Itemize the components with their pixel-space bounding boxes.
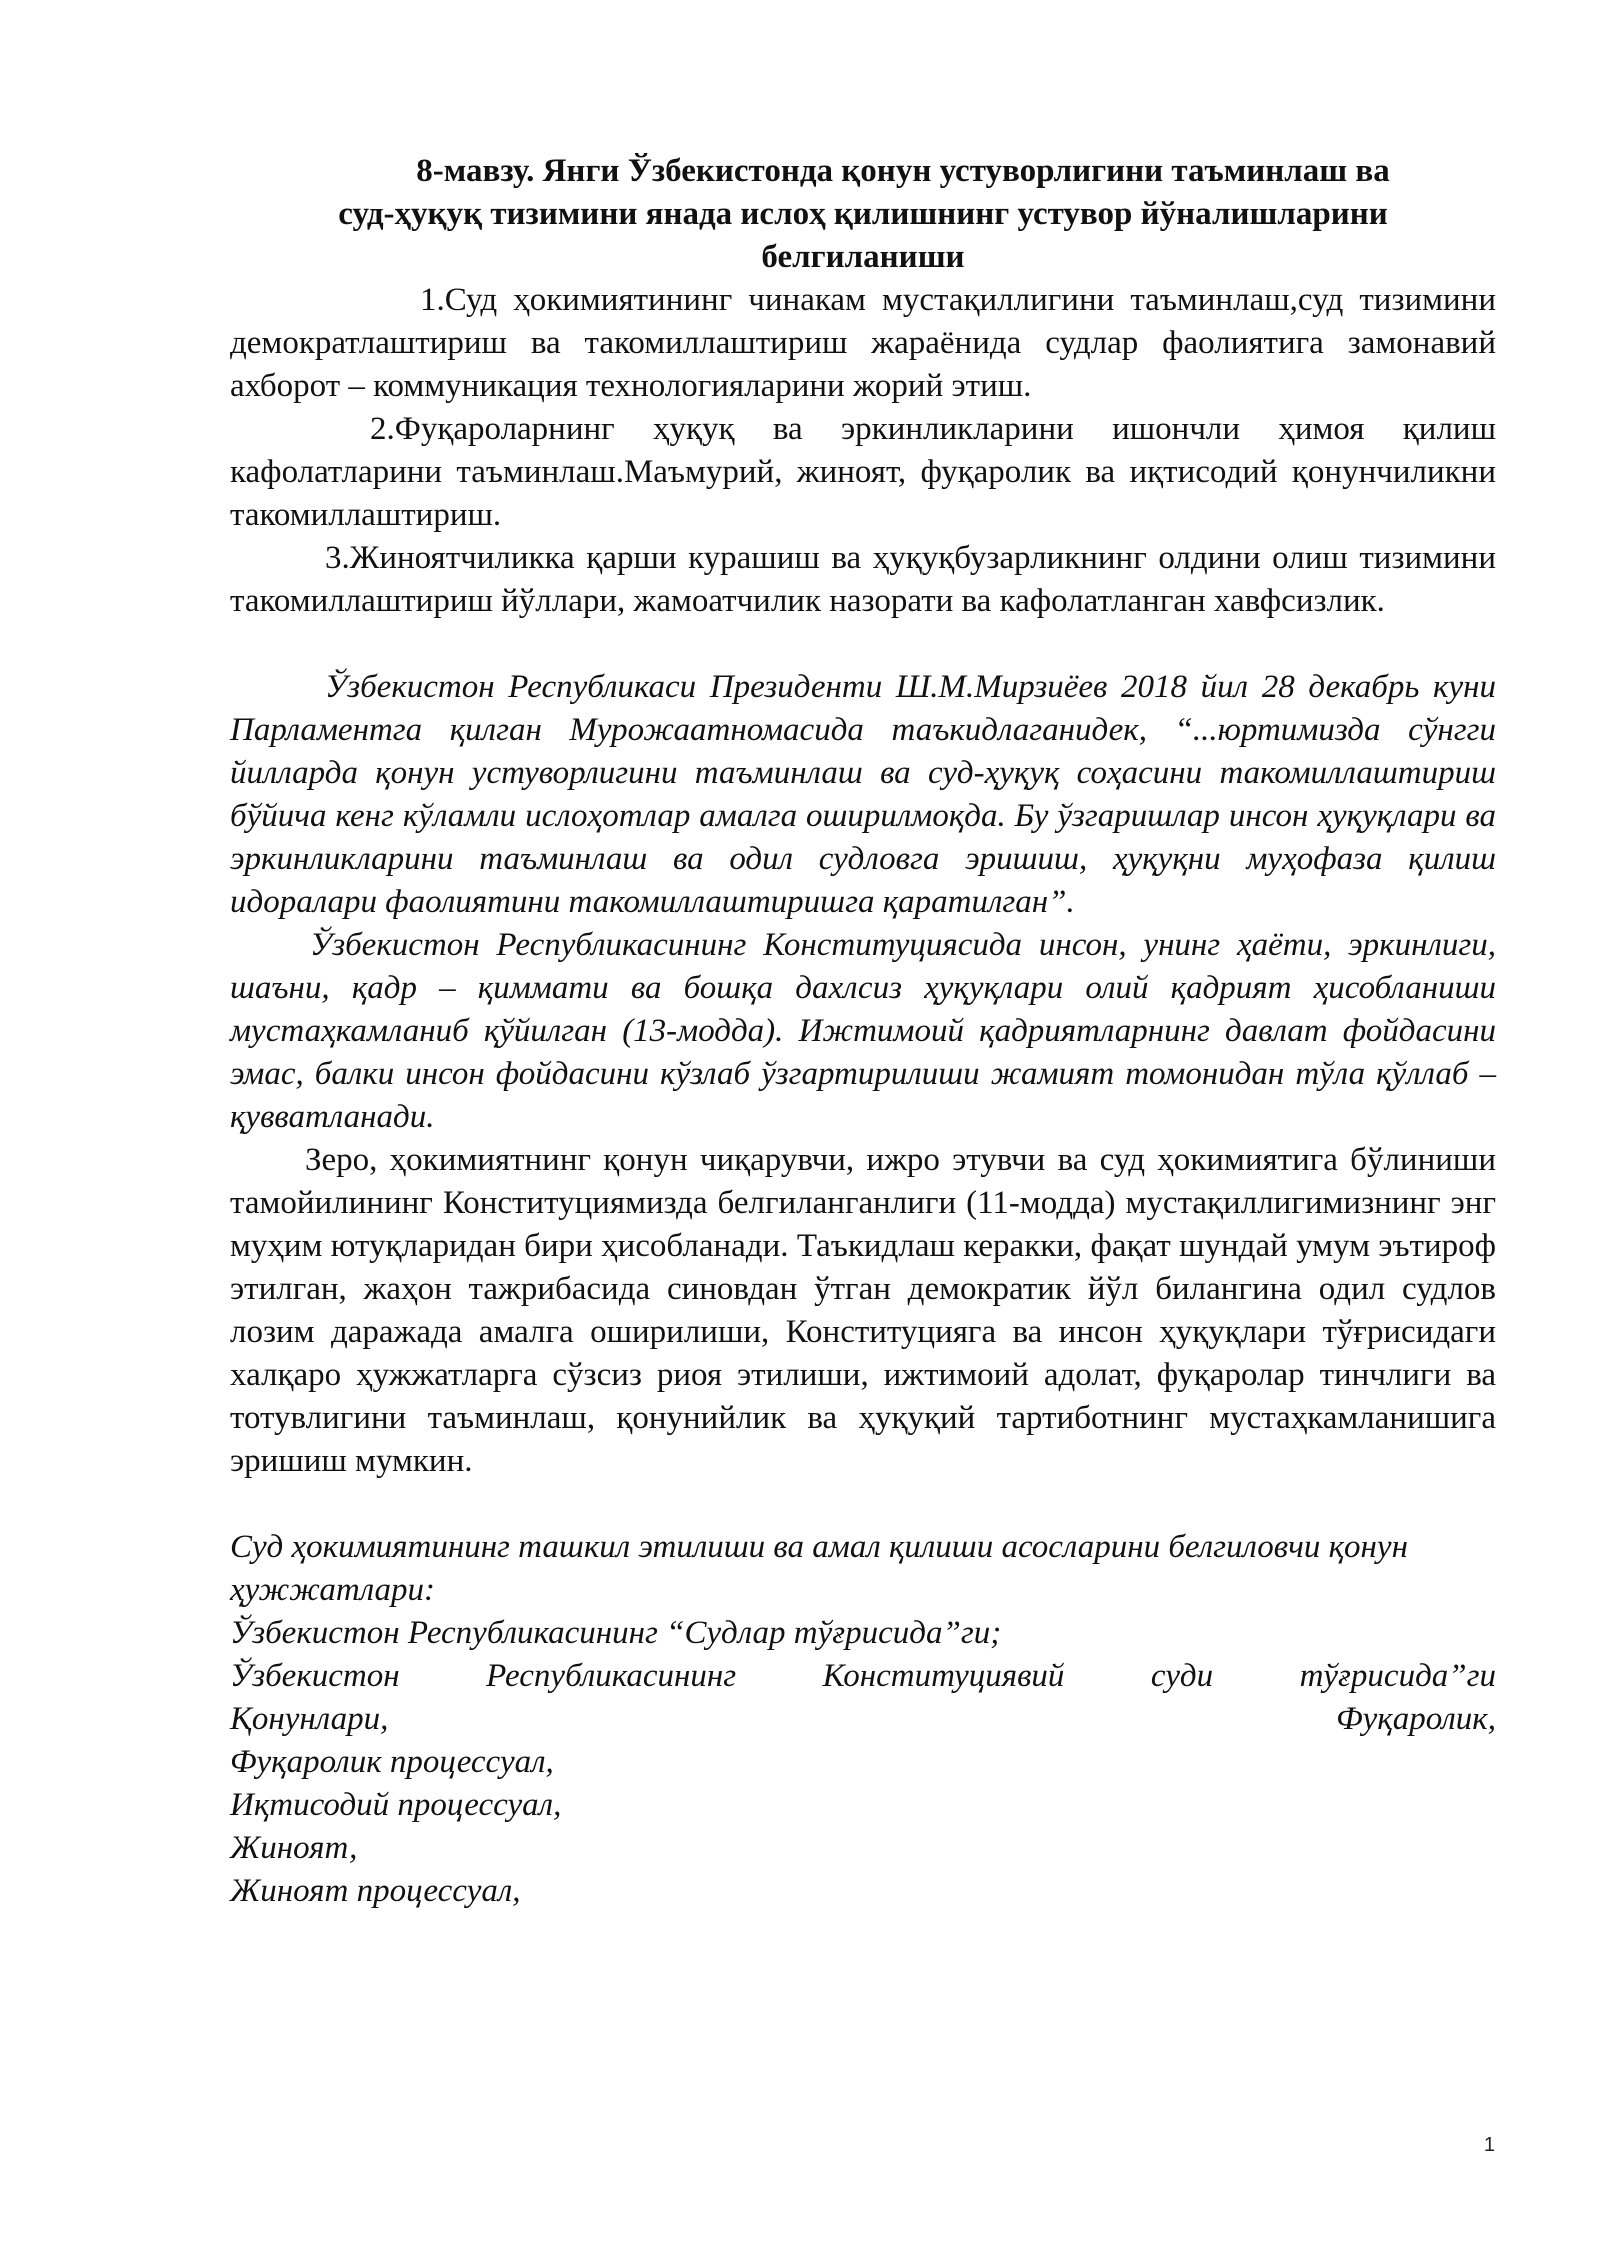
title-line-3: белгиланиши	[761, 239, 965, 275]
law-constitutional-court: Ўзбекистон Республикасининг Конституциявий суди тўғрисида”ги	[230, 1658, 1496, 1694]
separation-of-powers-paragraph: Зеро, ҳокимиятнинг қонун чиқарувчи, ижро этувчи ва суд ҳокимиятига бўлиниши тамойилининг Конституциямизда белгиланганлиги (11-модда) мустақиллигимизнинг энг муҳим ютуқларидан бири ҳисобланади. Таъкидлаш керакки, фақат шундай умум эътироф этилган, жаҳон тажрибасида синовдан ўтган демократик йўл билангина одил судлов лозим даражада амалга оширилиши, Конституцияга ва инсон ҳуқуқлари тўғрисидаги халқаро ҳужжатларга сўзсиз риоя этилиши, ижтимоий адолат, фуқаролар тинчлиги ва тотувлигини таъминлаш, қонунийлик ва ҳуқуқий тартиботнинг мустаҳкамланишига эришиш мумкин.	[230, 1142, 1496, 1479]
page-number: 1	[1483, 2134, 1495, 2156]
laws-intro: Суд ҳокимиятининг ташкил этилиши ва амал қилиши асосларини белгиловчи қонун ҳужжатлари:	[230, 1529, 1408, 1608]
topic-item-2: 2.Фуқароларнинг ҳуқуқ ва эркинликларини ишончли ҳимоя қилиш кафолатларини таъминлаш.Маъмурий, жиноят, фуқаролик ва иқтисодий қонунчиликни такомиллаштириш.	[230, 411, 1496, 533]
laws-label-row	[230, 1698, 1496, 1741]
topic-item-3: 3.Жиноятчиликка қарши курашиш ва ҳуқуқбузарликнинг олдини олиш тизимини такомиллаштириш йўллари, жамоатчилик назорати ва кафолатланган хавфсизлик.	[230, 540, 1496, 619]
constitution-paragraph: Ўзбекистон Республикасининг Конституциясида инсон, унинг ҳаёти, эркинлиги, шаъни, қадр – қиммати ва бошқа дахлсиз ҳуқуқлари олий қадрият ҳисобланиши мустаҳкамланиб қўйилган (13-модда). Ижтимоий қадриятларнинг давлат фойдасини эмас, балки инсон фойдасини кўзлаб ўзгартирилиши жамият томонидан тўла қўллаб – қувватланади.	[230, 927, 1496, 1135]
document-title	[230, 150, 1496, 279]
law-criminal: Жиноят,	[230, 1830, 358, 1866]
paragraph-spacer	[230, 1483, 1496, 1526]
law-criminal-procedural: Жиноят процессуал,	[230, 1873, 521, 1909]
law-civil: Фуқаролик,	[1336, 1701, 1496, 1737]
law-courts: Ўзбекистон Республикасининг “Судлар тўғрисида”ги;	[230, 1615, 1002, 1651]
laws-label: Қонунлари,	[230, 1701, 389, 1737]
president-quote-paragraph: Ўзбекистон Республикаси Президенти Ш.М.Мирзиёев 2018 йил 28 декабрь куни Парламентга қилган Мурожаатномасида таъкидлаганидек, “...юртимизда сўнгги йилларда қонун устуворлигини таъминлаш ва суд-ҳуқуқ соҳасини такомиллаштириш бўйича кенг кўламли ислоҳотлар амалга оширилмоқда. Бу ўзгаришлар инсон ҳуқуқлари ва эркинликларини таъминлаш ва одил судловга эришиш, ҳуқуқни муҳофаза қилиш идоралари фаолиятини такомиллаштиришга қаратилган”.	[230, 669, 1496, 920]
title-line-2: суд-ҳуқуқ тизимини янада ислоҳ қилишнинг устувор йўналишларини	[338, 196, 1388, 232]
law-economic-procedural: Иқтисодий процессуал,	[230, 1787, 562, 1823]
document-page	[230, 150, 1496, 1913]
title-line-1: 8-мавзу. Янги Ўзбекистонда қонун устуворлигини таъминлаш ва	[416, 153, 1390, 189]
paragraph-spacer	[230, 623, 1496, 666]
topic-item-1: 1.Суд ҳокимиятининг чинакам мустақиллигини таъминлаш,суд тизимини демократлаштириш ва такомиллаштириш жараёнида судлар фаолиятига замонавий ахборот – коммуникация технологияларини жорий этиш.	[230, 282, 1496, 404]
law-civil-procedural: Фуқаролик процессуал,	[230, 1744, 554, 1780]
